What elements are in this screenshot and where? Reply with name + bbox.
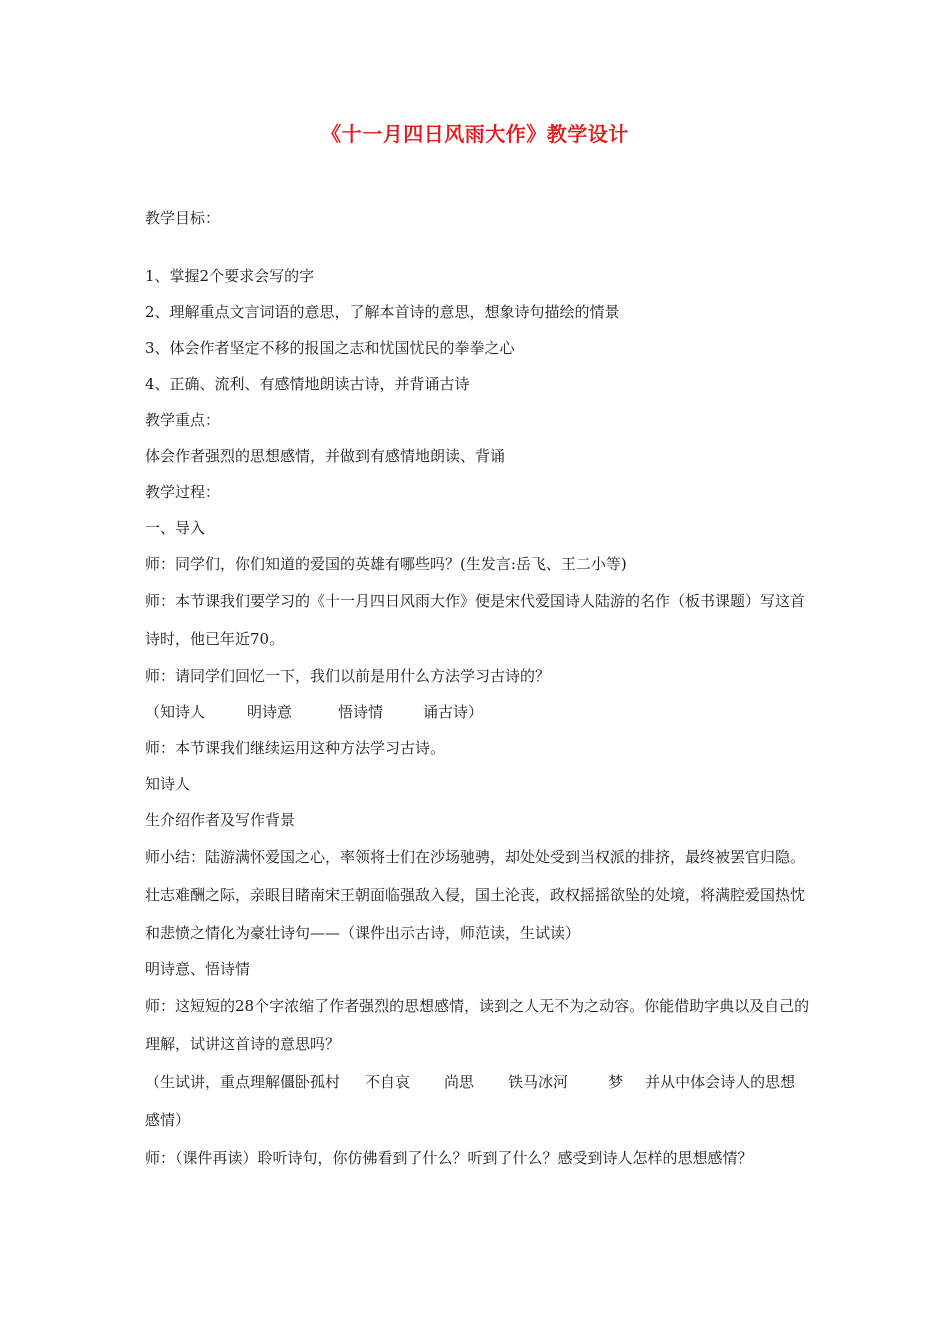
- text-run: 不自哀: [365, 1073, 411, 1091]
- step1-heading: 一、导入: [145, 519, 206, 537]
- text-run: 尚思: [444, 1073, 475, 1091]
- spacer: [145, 236, 810, 258]
- method-item: 悟诗情: [338, 703, 384, 721]
- methods-line: [145, 694, 810, 730]
- process-heading: 教学过程：: [145, 483, 221, 501]
- focus-heading: 教学重点：: [145, 411, 221, 429]
- paragraph: 生介绍作者及写作背景: [145, 811, 296, 829]
- document-body: [145, 200, 810, 1177]
- paragraph: 师：同学们，你们知道的爱国的英雄有哪些吗？(生发言:岳飞、王二小等): [145, 555, 627, 573]
- text-run: 并从中体会诗人的思想感情）: [145, 1073, 796, 1129]
- paragraph: [145, 1063, 810, 1139]
- paragraph: 师：（课件再读）聆听诗句，你仿佛看到了什么？听到了什么？感受到诗人怎样的思想感情？: [145, 1149, 753, 1167]
- goal-item: 4、正确、流利、有感情地朗读古诗，并背诵古诗: [145, 375, 470, 393]
- method-item: 明诗意: [247, 703, 293, 721]
- text-run: （生试讲，重点理解僵卧孤村: [145, 1073, 341, 1091]
- goal-item: 2、理解重点文言词语的意思，了解本首诗的意思，想象诗句描绘的情景: [145, 303, 620, 321]
- paragraph: 师：本节课我们要学习的《十一月四日风雨大作》便是宋代爱国诗人陆游的名作（板书课题）写这首诗时，他已年近70。: [145, 592, 806, 648]
- goal-item: 1、掌握2个要求会写的字: [145, 267, 315, 285]
- method-item: 诵古诗）: [423, 703, 484, 721]
- paragraph: 师小结：陆游满怀爱国之心，率领将士们在沙场驰骋，却处处受到当权派的排挤，最终被罢官归隐。壮志难酬之际，亲眼目睹南宋王朝面临强敌入侵，国土沦丧，政权摇摇欲坠的处境，将满腔爱国热忱和悲愤之情化为豪壮诗句——（课件出示古诗，师范读，生试读）: [145, 848, 806, 942]
- focus-text: 体会作者强烈的思想感情，并做到有感情地朗读、背诵: [145, 447, 506, 465]
- paragraph: 师：这短短的28个字浓缩了作者强烈的思想感情，读到之人无不为之动容。你能借助字典以及自己的理解，试讲这首诗的意思吗？: [145, 997, 810, 1053]
- document-title: 《十一月四日风雨大作》教学设计: [321, 122, 629, 146]
- text-run: 梦: [608, 1073, 624, 1091]
- subheading: 知诗人: [145, 775, 191, 793]
- paragraph: 师：本节课我们继续运用这种方法学习古诗。: [145, 739, 446, 757]
- paragraph: 师：请同学们回忆一下，我们以前是用什么方法学习古诗的？: [145, 667, 551, 685]
- goal-item: 3、体会作者坚定不移的报国之志和忧国忧民的拳拳之心: [145, 339, 515, 357]
- subheading: 明诗意、悟诗情: [145, 960, 251, 978]
- method-item: （知诗人: [145, 703, 206, 721]
- goals-heading: 教学目标：: [145, 209, 221, 227]
- text-run: 铁马冰河: [508, 1073, 569, 1091]
